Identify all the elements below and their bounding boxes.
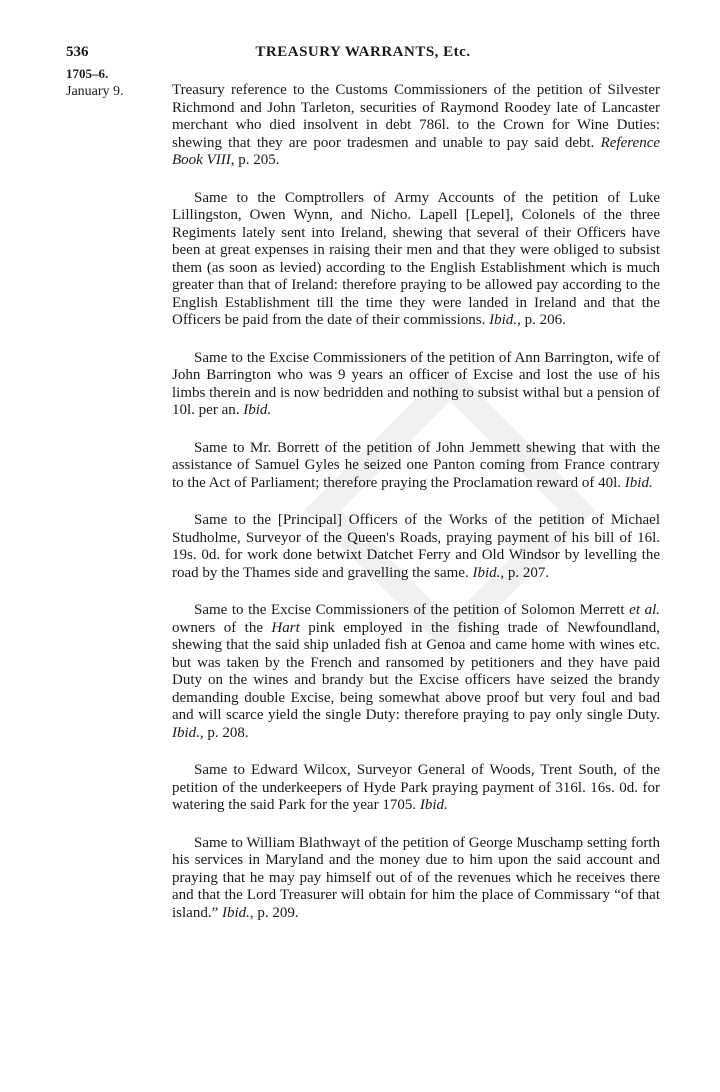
page-number: 536	[66, 44, 89, 60]
entry-page: , p. 205.	[230, 152, 280, 168]
page-header	[66, 44, 660, 68]
entry-et-al: et al.	[629, 602, 660, 618]
entry-reference: Ibid.	[489, 312, 518, 328]
entry-page: , p. 209.	[249, 904, 299, 921]
entry	[172, 762, 660, 815]
entry-page: , p. 208.	[199, 724, 249, 741]
entry-reference: Ibid.	[172, 724, 200, 741]
entry-reference: Ibid.	[419, 797, 448, 813]
entry-text: Same to Mr. Borrett of the petition of John Jemmett shewing that with the assistance of Samuel Gyles he seized one Panton coming from France contrary to the Act of Parliament; therefore praying the Proclamation reward of 40l.	[172, 439, 660, 491]
entry-reference: Ibid.	[222, 904, 250, 921]
entry	[172, 602, 660, 742]
entry-text: Same to Edward Wilcox, Surveyor General of Woods, Trent South, of the petition of the underkeepers of Hyde Park praying payment of 316l. 16s. 0d. for watering the said Park for the year 1705.	[172, 762, 660, 813]
entry-page: , p. 206.	[517, 312, 566, 328]
entries-list	[172, 82, 660, 942]
entry-reference: Ibid.	[624, 474, 653, 491]
entry-text: Same to the Excise Commissioners of the petition of Ann Barrington, wife of John Barrington who was 9 years an officer of Excise and lost the use of his limbs therein and is now bedridden and nothing to subsist withal but a pension of 10l. per an.	[172, 349, 660, 418]
entry	[172, 512, 660, 582]
entry-reference: Ibid.	[472, 564, 501, 581]
entry-text-start: Same to the Excise Commissioners of the petition of Solomon Merrett	[194, 602, 630, 618]
entry	[172, 190, 660, 330]
running-head: TREASURY WARRANTS, Etc.	[255, 44, 471, 60]
entry	[172, 440, 660, 493]
entry-text: Same to William Blathwayt of the petition of George Muschamp setting forth his services in Maryland and the money due to him upon the said account and praying that he may pay himself out of of the revenues which he receives there and that the Lord Treasurer will obtain for him the place of Commissary “of that island.”	[172, 834, 660, 921]
entry-ship-name: Hart	[271, 619, 300, 636]
entry-text: Treasury reference to the Customs Commissioners of the petition of Silvester Richmond and John Tarleton, securities of Raymond Roodey late of Lancaster merchant who died insolvent in debt 786l. to the Crown for Wine Duties: shewing that they are poor tradesmen and unable to pay said debt.	[172, 82, 660, 151]
entry-reference: Reference Book VIII	[172, 134, 661, 168]
entry	[172, 82, 660, 170]
entry-text-mid: owners of the	[172, 619, 272, 636]
date-label: January 9.	[66, 84, 124, 99]
entry-page: , p. 207.	[500, 564, 550, 581]
entry-text: pink employed in the fishing trade of Newfoundland, shewing that the said ship unladed fish at Genoa and came home with wines etc. but was taken by the French and ransomed by petitioners and they have paid Duty on the wines and brandy but the Excise officers have seized the brandy demanding double Excise, being somewhat above proof but very foul and bad and will scarce yield the single Duty: therefore praying to pay only single Duty.	[172, 619, 660, 723]
entry	[172, 835, 660, 923]
entry	[172, 350, 660, 420]
year-label: 1705–6.	[66, 66, 109, 81]
entry-text: Same to the [Principal] Officers of the Works of the petition of Michael Studholme, Surveyor of the Queen's Roads, praying payment of his bill of 16l. 19s. 0d. for work done betwixt Datchet Ferry and Old Windsor by levelling the road by the Thames side and gravelling the same.	[172, 512, 660, 581]
entry-reference: Ibid.	[243, 402, 272, 418]
entry-text: Same to the Comptrollers of Army Accounts of the petition of Luke Lillingston, Owen Wynn, and Nicho. Lapell [Lepel], Colonels of the three Regiments lately sent into Ireland, shewing that several of their Officers have been at great expenses in raising their men and that they were obliged to subsist them (as soon as levied) according to the English Establishment which is much greater than that of Ireland: therefore praying to be allowed pay according to the English Establishment till the time they were landed in Ireland and that the Officers be paid from the date of their commissions.	[172, 189, 660, 328]
